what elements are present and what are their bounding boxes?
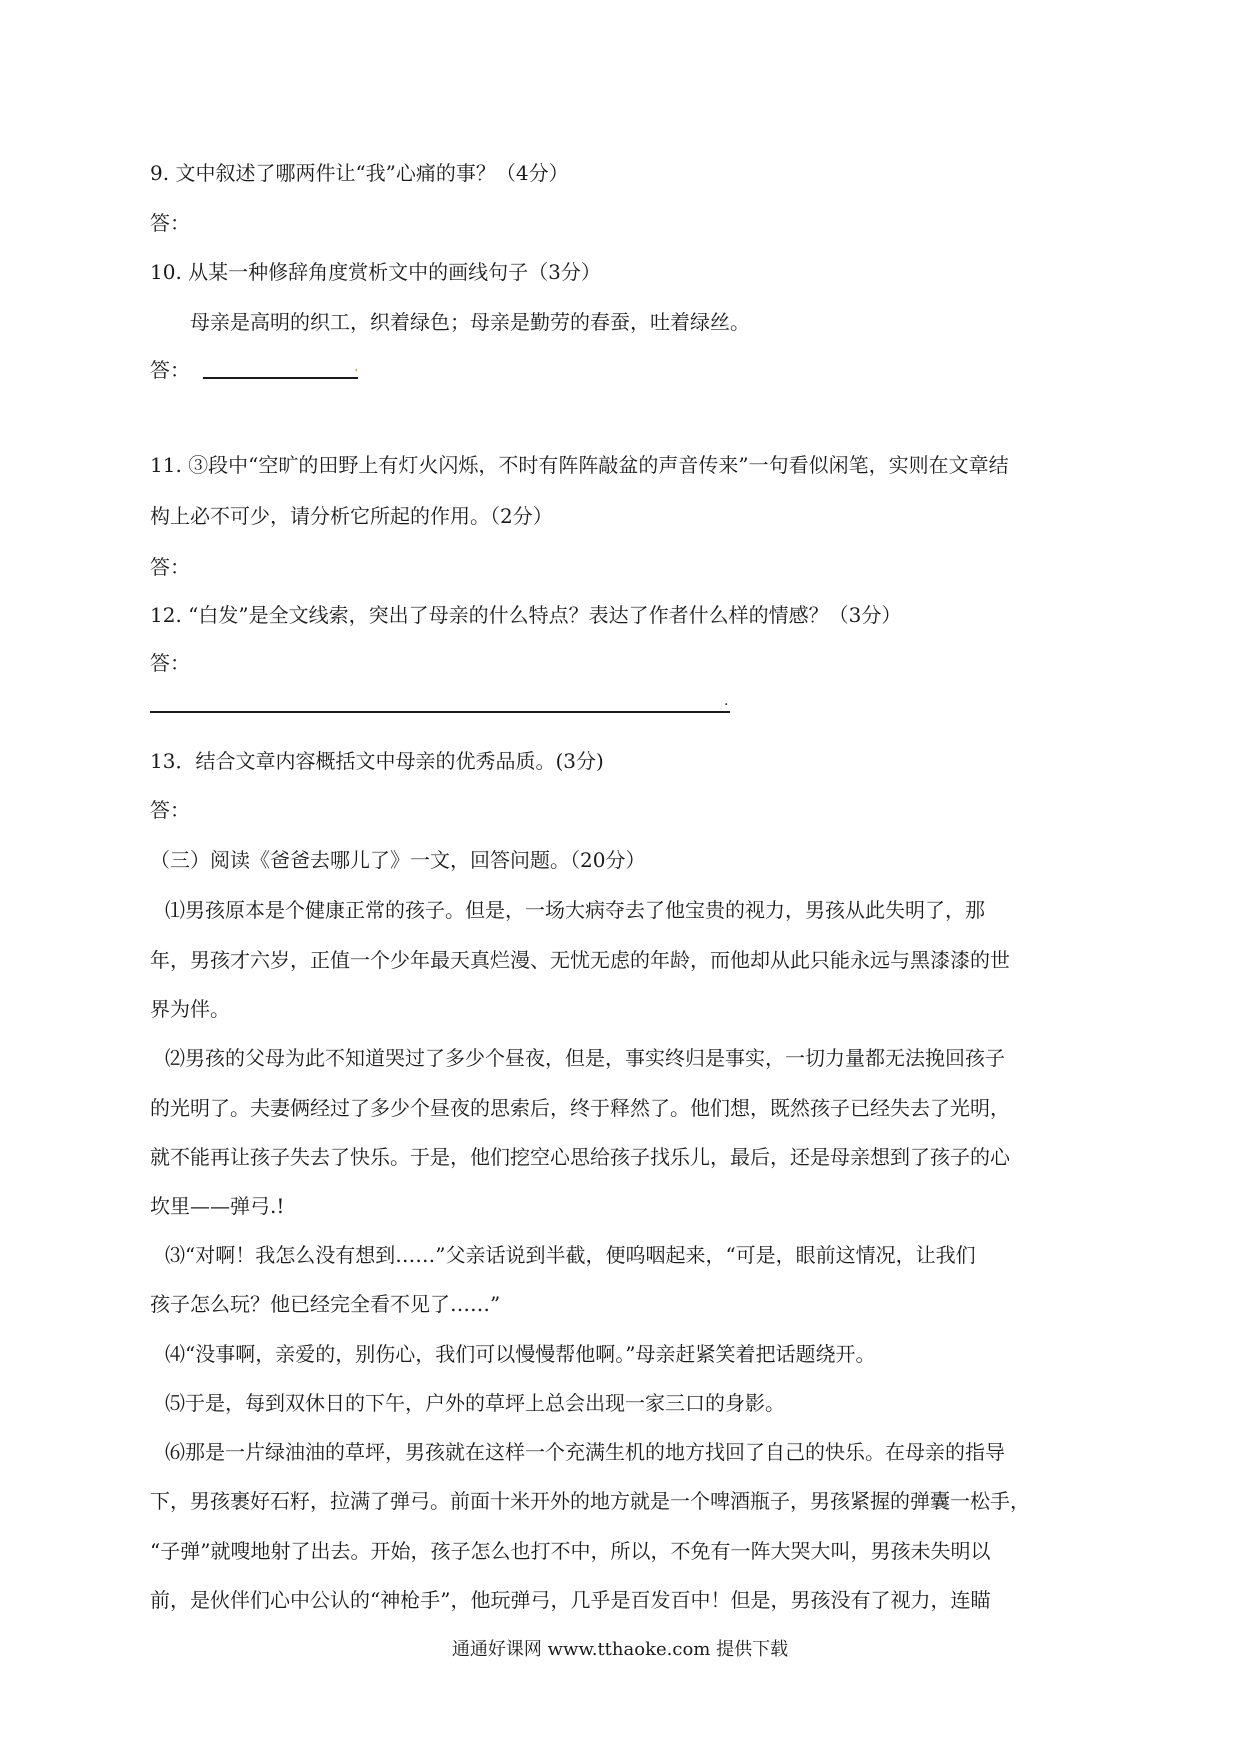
answer-label-10: 答：: [150, 358, 190, 382]
passage-line-10: ⑷“没事啊，亲爱的，别伤心，我们可以慢慢帮他啊。”母亲赶紧笑着把话题绕开。: [165, 1342, 876, 1366]
question-13: 13．结合文章内容概括文中母亲的优秀品质。(3分): [150, 749, 604, 773]
question-10: 10. 从某一种修辞角度赏析文中的画线句子（3分）: [150, 260, 601, 284]
answer-blank-line-12: [150, 711, 730, 713]
passage-line-9: 孩子怎么玩？他已经完全看不见了……”: [150, 1292, 501, 1316]
answer-label-12: 答：: [150, 651, 190, 675]
blank-dot-12: .: [724, 693, 729, 709]
passage-line-5: 的光明了。夫妻俩经过了多少个昼夜的思索后，终于释然了。他们想，既然孩子已经失去了光明，: [150, 1096, 1010, 1120]
passage-line-6: 就不能再让孩子失去了快乐。于是，他们挖空心思给孩子找乐儿，最后，还是母亲想到了孩子的心: [150, 1145, 1010, 1169]
question-12: 12. “白发”是全文线索，突出了母亲的什么特点？表达了作者什么样的情感？（3分）: [150, 603, 902, 627]
question-11-line-1: 11. ③段中“空旷的田野上有灯火闪烁，不时有阵阵敲盆的声音传来”一句看似闲笔，实则在文章结: [150, 453, 1009, 477]
passage-line-12: ⑹那是一片绿油油的草坪，男孩就在这样一个充满生机的地方找回了自己的快乐。在母亲的指导: [165, 1440, 1005, 1464]
passage-line-1: ⑴男孩原本是个健康正常的孩子。但是，一场大病夺去了他宝贵的视力，男孩从此失明了，那: [165, 898, 985, 922]
passage-line-14: “子弹”就嗖地射了出去。开始，孩子怎么也打不中，所以，不免有一阵大哭大叫，男孩未失明以: [150, 1539, 991, 1563]
passage-line-8: ⑶“对啊！我怎么没有想到……”父亲话说到半截，便呜咽起来，“可是，眼前这情况，让我们: [165, 1243, 976, 1267]
passage-line-7: 坎里——弹弓.!: [150, 1194, 285, 1218]
answer-label-13: 答：: [150, 798, 190, 822]
question-10-quote: 母亲是高明的织工，织着绿色；母亲是勤劳的春蚕，吐着绿丝。: [190, 310, 750, 334]
question-9: 9. 文中叙述了哪两件让“我”心痛的事？（4分）: [150, 161, 569, 185]
passage-line-2: 年，男孩才六岁，正值一个少年最天真烂漫、无忧无虑的年龄，而他却从此只能永远与黑漆漆的世: [150, 948, 1010, 972]
passage-line-13: 下，男孩裹好石籽，拉满了弹弓。前面十米开外的地方就是一个啤酒瓶子，男孩紧握的弹囊一松手，: [150, 1489, 1030, 1513]
blank-dot-10: .: [354, 359, 359, 375]
passage-line-15: 前，是伙伴们心中公认的“神枪手”，他玩弹弓，几乎是百发百中！但是，男孩没有了视力，连瞄: [150, 1588, 991, 1612]
section-3-heading: （三）阅读《爸爸去哪儿了》一文，回答问题。（20分）: [150, 848, 646, 872]
answer-blank-line-10: [203, 377, 358, 379]
answer-label-11: 答：: [150, 555, 190, 579]
page-footer: 通通好课网 www.tthaoke.com 提供下载: [451, 1639, 789, 1660]
question-11-line-2: 构上必不可少，请分析它所起的作用。（2分）: [150, 504, 553, 528]
passage-line-3: 界为伴。: [150, 997, 230, 1021]
passage-line-4: ⑵男孩的父母为此不知道哭过了多少个昼夜，但是，事实终归是事实，一切力量都无法挽回孩子: [165, 1046, 1005, 1070]
answer-label-9: 答：: [150, 211, 190, 235]
passage-line-11: ⑸于是，每到双休日的下午，户外的草坪上总会出现一家三口的身影。: [165, 1391, 785, 1415]
